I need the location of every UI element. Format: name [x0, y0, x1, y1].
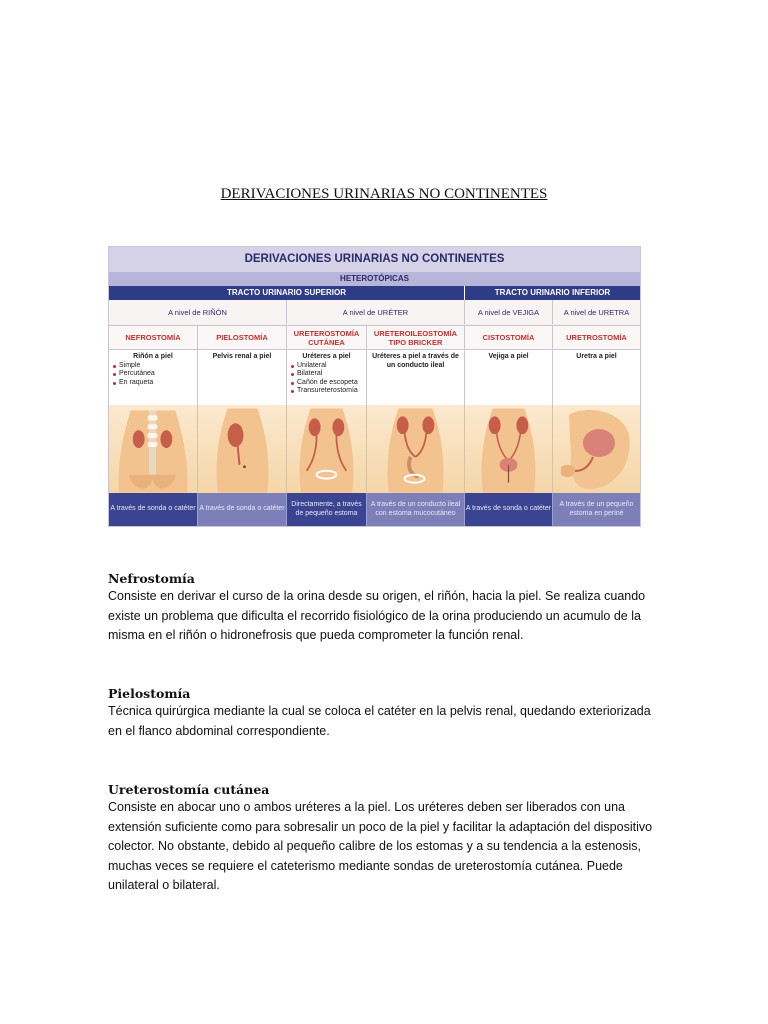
footer-ureterostomia: Directamente, a través de pequeño estoma	[287, 493, 367, 526]
footer-pielostomia: A través de sonda o catéter	[198, 493, 287, 526]
bullet: Transureterostomía	[291, 387, 362, 396]
desc-ureterostomia: Uréteres a piel Unilateral Bilateral Cañón de escopeta Transureterostomía	[287, 349, 367, 405]
illustration-back-kidneys	[109, 405, 198, 493]
name-ureterostomia: URETEROSTOMÍA CUTÁNEA	[287, 325, 367, 349]
desc-pielostomia: Pelvis renal a piel	[198, 349, 287, 405]
level-rinon: A nivel de RIÑÓN	[109, 300, 287, 324]
bullet: Bilateral	[291, 370, 362, 379]
illustration-urethrostomy	[553, 405, 640, 493]
desc-bricker: Uréteres a piel a través de un conducto ileal	[367, 349, 465, 405]
bullet: En raqueta	[113, 379, 193, 388]
desc-uretrostomia: Uretra a piel	[553, 349, 640, 405]
bullet: Simple	[113, 362, 193, 371]
bullet: Percutánea	[113, 370, 193, 379]
level-ureter: A nivel de URÉTER	[287, 300, 465, 324]
derivations-figure	[108, 246, 641, 527]
footer-cistostomia: A través de sonda o catéter	[465, 493, 553, 526]
section-text: Consiste en abocar uno o ambos uréteres a la piel. Los uréteres deben ser liberados con una extensión suficiente como para sobresalir un poco de la piel y facilitar la adaptación del dispositivo colector. No obstante, debido al pequeño calibre de los estomas y a su tendencia a la estenosis, muchas veces se requiere el cateterismo mediante sondas de ureterostomía cutánea. Puede unilateral o bilateral.	[108, 800, 653, 892]
section-heading: Nefrostomía	[108, 571, 195, 586]
band-lower-tract: TRACTO URINARIO INFERIOR	[465, 286, 640, 300]
section-heading: Ureterostomía cutánea	[108, 782, 270, 797]
section-pielostomia	[108, 686, 668, 741]
desc-cistostomia: Vejiga a piel	[465, 349, 553, 405]
band-upper-tract: TRACTO URINARIO SUPERIOR	[109, 286, 465, 300]
document-title: DERIVACIONES URINARIAS NO CONTINENTES	[220, 186, 548, 202]
name-cistostomia: CISTOSTOMÍA	[465, 325, 553, 349]
figure-title: DERIVACIONES URINARIAS NO CONTINENTES	[109, 247, 640, 272]
footer-bricker: A través de un conducto ileal con estoma mucocutáneo	[367, 493, 465, 526]
section-text: Consiste en derivar el curso de la orina desde su origen, el riñón, hacia la piel. Se realiza cuando existe un problema que dificulta el recorrido fisiológico de la orina produciendo un acumulo de la misma en el riñón o hidronefrosis que pueda comprometer la función renal.	[108, 589, 646, 642]
section-nefrostomia	[108, 571, 668, 646]
illustration-ureterostomy	[287, 405, 367, 493]
level-vejiga: A nivel de VEJIGA	[465, 300, 553, 324]
section-text: Técnica quirúrgica mediante la cual se coloca el catéter en la pelvis renal, quedando exteriorizada en el flanco abdominal correspondiente.	[108, 704, 651, 738]
name-uretrostomia: URETROSTOMÍA	[553, 325, 640, 349]
section-heading: Pielostomía	[108, 686, 191, 701]
name-bricker: URETEROILEOSTOMÍA TIPO BRICKER	[367, 325, 465, 349]
footer-uretrostomia: A través de un pequeño estoma en periné	[553, 493, 640, 526]
desc-nefrostomia: Riñón a piel Simple Percutánea En raqueta	[109, 349, 198, 405]
bullet: Cañón de escopeta	[291, 379, 362, 388]
figure-subtitle: HETEROTÓPICAS	[109, 272, 640, 286]
illustration-kidney-flank	[198, 405, 287, 493]
name-pielostomia: PIELOSTOMÍA	[198, 325, 287, 349]
section-ureterostomia	[108, 782, 663, 896]
illustration-cystostomy	[465, 405, 553, 493]
level-uretra: A nivel de URETRA	[553, 300, 640, 324]
illustration-bricker	[367, 405, 465, 493]
bullet: Unilateral	[291, 362, 362, 371]
name-nefrostomia: NEFROSTOMÍA	[109, 325, 198, 349]
footer-nefrostomia: A través de sonda o catéter	[109, 493, 198, 526]
